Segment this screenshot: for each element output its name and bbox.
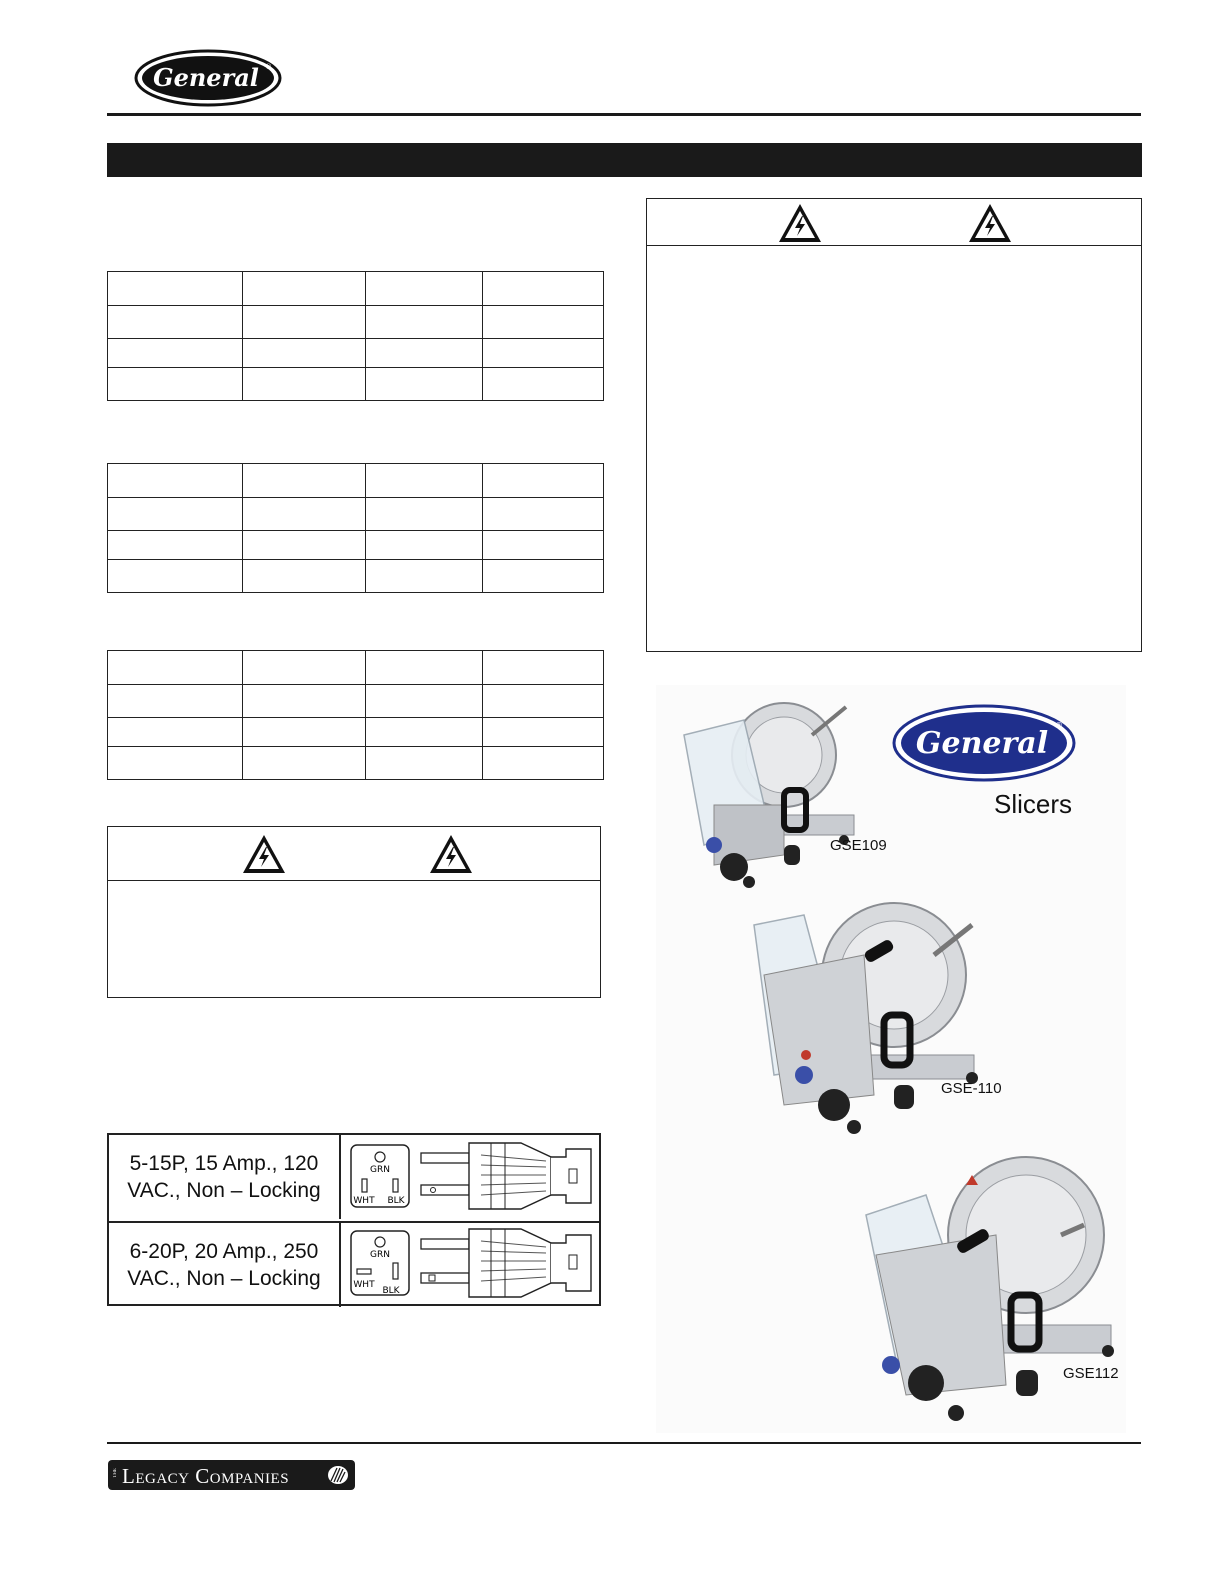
table-row bbox=[108, 464, 604, 498]
logo-text: General bbox=[153, 63, 259, 92]
table-cell bbox=[108, 272, 243, 306]
plug-6-20p-diagram bbox=[341, 1223, 599, 1307]
model-label-gse110: GSE-110 bbox=[941, 1080, 1002, 1097]
table-cell bbox=[108, 306, 243, 339]
model-label-gse109: GSE109 bbox=[830, 837, 887, 854]
table-cell bbox=[243, 651, 366, 685]
table-row bbox=[108, 651, 604, 685]
high-voltage-warning-icon bbox=[241, 833, 287, 875]
footer-the: THE bbox=[113, 1468, 118, 1478]
table-row bbox=[108, 747, 604, 780]
table-row bbox=[108, 498, 604, 531]
table-row bbox=[108, 306, 604, 339]
plug-configuration-table bbox=[107, 1133, 601, 1306]
table-cell bbox=[366, 498, 483, 531]
table-cell bbox=[243, 747, 366, 780]
footer-rule bbox=[107, 1442, 1141, 1444]
header-rule bbox=[107, 113, 1141, 116]
spec-table-1 bbox=[107, 271, 604, 401]
table-cell bbox=[108, 531, 243, 560]
table-cell bbox=[366, 339, 483, 368]
model-label-gse112: GSE112 bbox=[1063, 1365, 1119, 1382]
footer-brand: Legacy Companies bbox=[122, 1464, 290, 1488]
spec-table-2 bbox=[107, 463, 604, 593]
high-voltage-warning-icon bbox=[967, 202, 1013, 244]
plug-spec-line: VAC., Non – Locking bbox=[127, 1179, 321, 1202]
table-cell bbox=[366, 747, 483, 780]
table-cell bbox=[483, 339, 604, 368]
blk-label: BLK bbox=[382, 1286, 400, 1296]
plug-row bbox=[109, 1135, 599, 1219]
logo-text: General bbox=[915, 726, 1049, 761]
blk-label: BLK bbox=[387, 1196, 405, 1206]
grn-label: GRN bbox=[370, 1165, 390, 1175]
table-cell bbox=[366, 685, 483, 718]
table-row bbox=[108, 531, 604, 560]
table-cell bbox=[243, 531, 366, 560]
warning-box-left bbox=[107, 826, 601, 998]
table-cell bbox=[366, 651, 483, 685]
table-cell bbox=[108, 368, 243, 401]
table-cell bbox=[243, 368, 366, 401]
table-cell bbox=[483, 464, 604, 498]
table-cell bbox=[243, 272, 366, 306]
plug-row bbox=[109, 1221, 599, 1307]
slicer-gse110-image bbox=[744, 895, 992, 1141]
table-cell bbox=[366, 531, 483, 560]
table-cell bbox=[483, 498, 604, 531]
table-cell bbox=[243, 560, 366, 593]
plug-5-15p-diagram bbox=[341, 1135, 599, 1219]
table-cell bbox=[108, 718, 243, 747]
table-cell bbox=[366, 560, 483, 593]
high-voltage-warning-icon bbox=[428, 833, 474, 875]
plug-spec-label bbox=[109, 1223, 341, 1307]
table-cell bbox=[108, 685, 243, 718]
plug-spec-line: 5-15P, 15 Amp., 120 bbox=[129, 1152, 319, 1175]
slicer-gse112-image bbox=[846, 1155, 1124, 1427]
legacy-mark-icon bbox=[327, 1465, 349, 1485]
table-row bbox=[108, 339, 604, 368]
logo-registered-mark: ® bbox=[265, 63, 272, 71]
table-cell bbox=[108, 747, 243, 780]
warning-header bbox=[108, 827, 600, 881]
table-cell bbox=[483, 560, 604, 593]
legacy-companies-logo bbox=[108, 1460, 355, 1490]
table-cell bbox=[483, 651, 604, 685]
table-row bbox=[108, 368, 604, 401]
title-bar bbox=[107, 143, 1142, 177]
warning-header bbox=[647, 199, 1141, 246]
wht-label: WHT bbox=[353, 1280, 375, 1290]
general-logo bbox=[134, 48, 284, 108]
table-cell bbox=[243, 339, 366, 368]
high-voltage-warning-icon bbox=[777, 202, 823, 244]
table-cell bbox=[366, 368, 483, 401]
plug-spec-line: 6-20P, 20 Amp., 250 bbox=[129, 1240, 319, 1263]
logo-registered-mark: ® bbox=[1055, 721, 1063, 730]
table-cell bbox=[483, 747, 604, 780]
table-cell bbox=[483, 368, 604, 401]
table-cell bbox=[108, 651, 243, 685]
grn-label: GRN bbox=[370, 1250, 390, 1260]
table-cell bbox=[243, 718, 366, 747]
table-row bbox=[108, 685, 604, 718]
table-row bbox=[108, 560, 604, 593]
general-logo-blue bbox=[892, 703, 1078, 783]
table-cell bbox=[483, 531, 604, 560]
slicers-title: Slicers bbox=[994, 789, 1073, 819]
table-cell bbox=[108, 560, 243, 593]
table-row bbox=[108, 718, 604, 747]
table-cell bbox=[108, 339, 243, 368]
table-cell bbox=[243, 685, 366, 718]
table-cell bbox=[483, 306, 604, 339]
table-cell bbox=[483, 272, 604, 306]
plug-spec-label bbox=[109, 1135, 341, 1219]
spec-table-3 bbox=[107, 650, 604, 780]
warning-box-right bbox=[646, 198, 1142, 652]
table-cell bbox=[243, 498, 366, 531]
plug-spec-line: VAC., Non – Locking bbox=[127, 1267, 321, 1290]
table-cell bbox=[366, 464, 483, 498]
table-cell bbox=[243, 464, 366, 498]
product-collage bbox=[656, 685, 1126, 1433]
wht-label: WHT bbox=[353, 1196, 375, 1206]
table-cell bbox=[366, 272, 483, 306]
table-cell bbox=[108, 464, 243, 498]
table-row bbox=[108, 272, 604, 306]
table-cell bbox=[366, 718, 483, 747]
table-cell bbox=[243, 306, 366, 339]
table-cell bbox=[483, 718, 604, 747]
slicer-gse109-image bbox=[674, 695, 880, 891]
table-cell bbox=[366, 306, 483, 339]
table-cell bbox=[108, 498, 243, 531]
table-cell bbox=[483, 685, 604, 718]
